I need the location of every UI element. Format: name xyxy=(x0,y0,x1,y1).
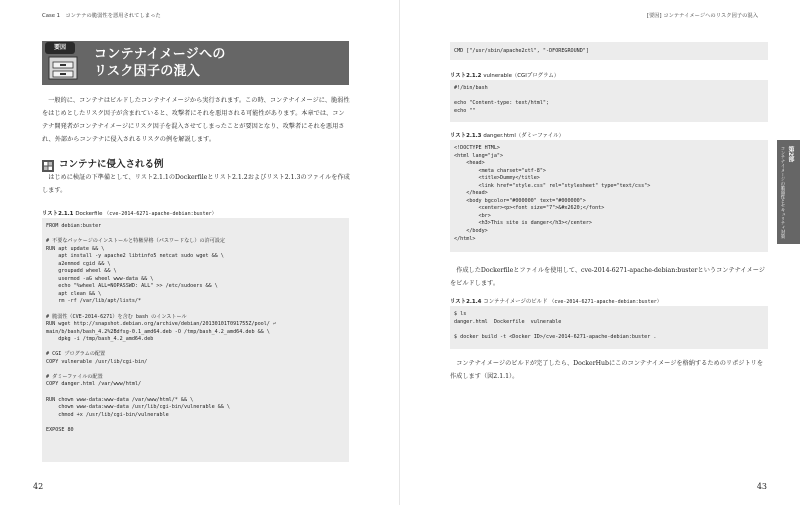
listing-filename: vulnerable（CGIプログラム） xyxy=(483,73,560,79)
side-tab-text: コンテナイメージの脆弱性とセキュリティ対策 xyxy=(780,146,785,239)
build-text: 作成したDockerfileとファイルを使用して、cve-2014-6271-apache-debian:busterというコンテナイメージをビルドします。 xyxy=(450,267,765,288)
listing-filename: Dockerfile xyxy=(75,211,103,217)
intro-text: 一般的に、コンテナはビルドしたコンテナイメージから実行されます。この時、コンテナイメージに、脆弱性をはじめとしたリスク因子が含まれていると、攻撃者にそれを悪用される可能性があります。本章では、コンテナ開発者がコンテナイメージにリスク因子を混入させてしまったことが要因となり、攻撃者にそれを悪用され、外部からコンテナに侵入されるリスクの例を解説します。 xyxy=(42,97,350,144)
listing-label-2-1-3 xyxy=(450,131,564,139)
dockerfile-code-block: FROM debian:buster # 不要なパッケージのインストールと特権昇格（パスワードなし）の許可設定 RUN apt update && \ apt install -y apache2 libtinfo5 netcat sudo wget && \ a2enmod cgid && \ groupadd wheel && \ usermod -aG wheel www-data && \ echo "%wheel ALL=NOPASSWD: ALL" >> /etc/sudoers && \ apt clean && \ rm -rf /var/lib/apt/lists/* # 脆弱性（CVE-2014-6271）を含む bash のインストール RUN wget http://snapshot.debian.org/archive/debian/20130101T091755Z/pool/ ⏎ main/b/bash/bash_4.2%2Bdfsg-0.1_amd64.deb -O /tmp/bash_4.2_amd64.deb && \ dpkg -i /tmp/bash_4.2_amd64.deb # CGI プログラムの配置 COPY vulnerable /usr/lib/cgi-bin/ # ダミーファイルの配置 COPY danger.html /var/www/html/ RUN chown www-data:www-data /var/www/html/* && \ chown www-data:www-data /usr/lib/cgi-bin/vulnerable && \ chmod +x /usr/lib/cgi-bin/vulnerable EXPOSE 80 xyxy=(42,218,349,462)
listing-image-tag: （cve-2014-6271-apache-debian:buster） xyxy=(549,299,662,305)
html-code-block: <!DOCTYPE HTML> <html lang="ja"> <head> <meta charset="utf-8"> <title>Dummy</title> <link href="style.css" rel="stylesheet" type="text/css"> </head> <body bgcolor="#000000" text="#000000"> <center><p><font size="7">&#x2620;</font> <br> <h3>This site is danger</h3></center> </body> </html> xyxy=(450,140,768,252)
listing-label-2-1-2 xyxy=(450,71,559,79)
listing-label-2-1-1 xyxy=(42,209,217,217)
section-title xyxy=(94,46,226,80)
right-page xyxy=(400,0,800,505)
page-number-right: 43 xyxy=(756,482,767,491)
setup-paragraph xyxy=(42,171,350,197)
listing-image-tag: （cve-2014-6271-apache-debian:buster） xyxy=(104,211,217,217)
listing-number: リスト2.1.1 xyxy=(42,211,74,217)
section-banner xyxy=(42,41,349,85)
listing-number: リスト2.1.2 xyxy=(450,73,482,79)
section-title-line1: コンテナイメージへの xyxy=(94,47,226,62)
build-paragraph xyxy=(450,264,768,290)
cmd-code-block: CMD ["/usr/sbin/apache2ctl", "-DFOREGROUND"] xyxy=(450,42,768,60)
square-bullet-icon xyxy=(42,157,54,169)
chapter-side-tab xyxy=(777,140,800,244)
running-head-right: [要因] コンテナイメージへのリスク因子の混入 xyxy=(646,13,758,19)
setup-text: はじめに検証の下準備として、リスト2.1.1のDockerfileとリスト2.1.2およびリスト2.1.3のファイルを作成します。 xyxy=(42,174,350,195)
repository-text: コンテナイメージのビルドが完了したら、DockerHubにこのコンテナイメージを格納するためのリポジトリを作成します（図2.1.1）。 xyxy=(450,360,764,381)
listing-label-2-1-4 xyxy=(450,297,662,305)
listing-title: コンテナイメージのビルド xyxy=(483,299,548,305)
cgi-code-block: #!/bin/bash echo "Content-type: text/html"; echo "" xyxy=(450,80,768,122)
running-head-left: Case 1 コンテナの脆弱性を悪用されてしまった xyxy=(42,13,161,19)
build-code-block: $ ls danger.html Dockerfile vulnerable $ docker build -t <Docker ID>/cve-2014-6271-apache-debian:buster . xyxy=(450,306,768,349)
listing-filename: danger.html（ダミーファイル） xyxy=(483,133,565,139)
subheading-text: コンテナに侵入される例 xyxy=(59,159,164,170)
repository-paragraph xyxy=(450,357,768,383)
section-title-line2: リスク因子の混入 xyxy=(94,64,201,79)
listing-number: リスト2.1.3 xyxy=(450,133,482,139)
listing-number: リスト2.1.4 xyxy=(450,299,482,305)
factor-badge: 要因 xyxy=(45,42,75,54)
side-tab-chapter: 第2部 xyxy=(787,146,794,163)
page-number-left: 42 xyxy=(33,482,44,491)
intro-paragraph xyxy=(42,94,350,146)
